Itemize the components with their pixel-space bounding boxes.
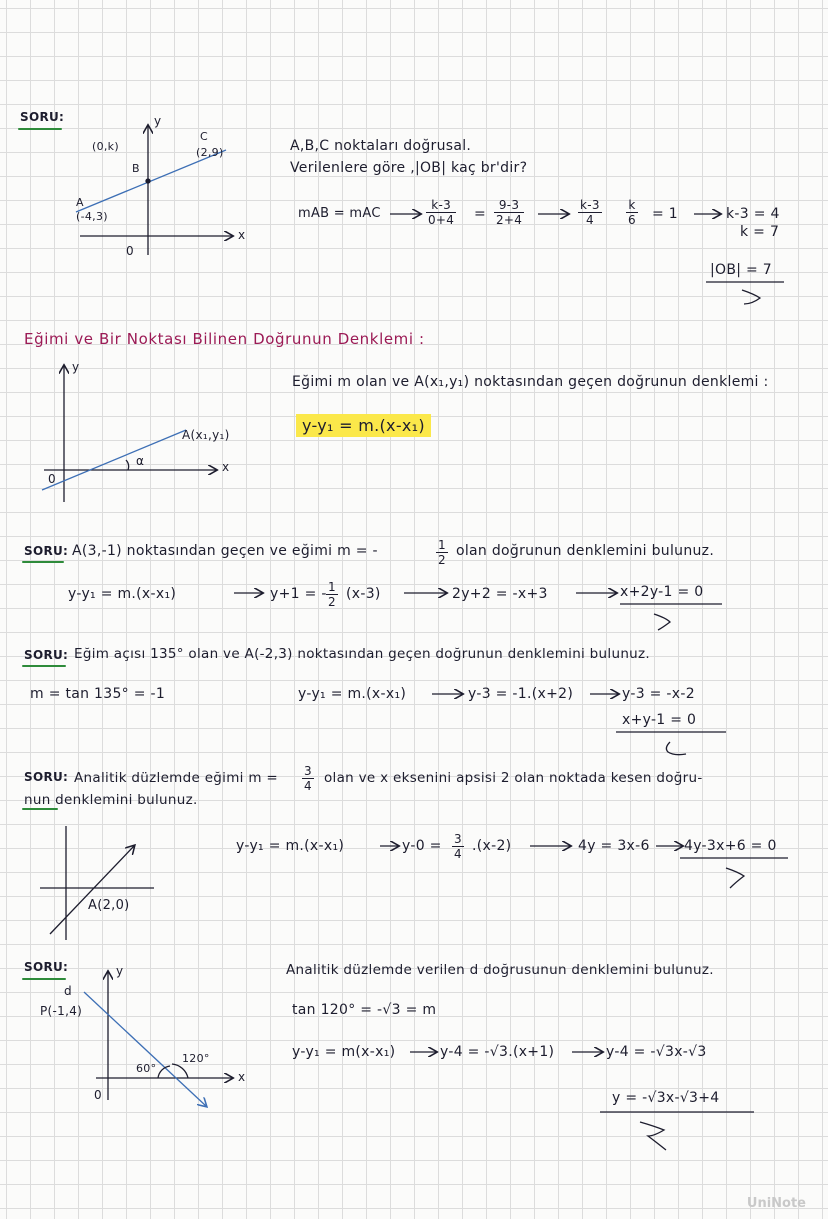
q2-label-underline: [22, 561, 64, 563]
q2-fraction: [436, 538, 448, 567]
q1-point-c-coords: (2,9): [196, 146, 224, 159]
q5-origin-label: 0: [94, 1088, 102, 1102]
q2-step-2b: (x-3): [346, 586, 381, 602]
q4-frac-den: 4: [304, 779, 312, 793]
q5-point-label: P(-1,4): [40, 1004, 83, 1018]
q2-label: SORU:: [24, 544, 69, 558]
q5-line-name: d: [64, 984, 72, 998]
section-description: Eğimi m olan ve A(x₁,y₁) noktasından geçen doğrunun denklemi :: [292, 374, 769, 390]
q1-f2-den: 2+4: [496, 213, 523, 227]
q3-step-3: y-3 = -x-2: [622, 686, 695, 702]
q1-answer: |OB| = 7: [710, 262, 772, 278]
q5-graph: [84, 972, 232, 1106]
q1-y-axis-label: y: [154, 114, 162, 128]
section-origin-label: 0: [48, 472, 56, 486]
q4-point-label: A(2,0): [88, 898, 130, 913]
q1-equals: =: [474, 206, 487, 222]
q1-f3-num: k-3: [580, 198, 600, 212]
q1-f3-den: 4: [585, 213, 594, 227]
q3-label-underline: [22, 665, 66, 667]
q5-y-axis-label: y: [116, 964, 124, 978]
q1-statement-line1: A,B,C noktaları doğrusal.: [290, 138, 472, 154]
section-title: Eğimi ve Bir Noktası Bilinen Doğrunun Denklemi :: [24, 330, 425, 348]
q4-result: 4y-3x+6 = 0: [684, 838, 777, 854]
section-angle-label: α: [136, 454, 145, 468]
q2-result: x+2y-1 = 0: [620, 584, 704, 600]
q1-f4-den: 6: [628, 213, 636, 227]
q5-x-axis-label: x: [238, 1070, 246, 1084]
q4-step2-frac-num: 3: [454, 832, 462, 846]
q4-step-3: 4y = 3x-6: [578, 838, 650, 854]
q4-text-b: olan ve x eksenini apsisi 2 olan noktada kesen doğru-: [324, 770, 703, 786]
section-x-axis-label: x: [222, 460, 230, 474]
q1-slope-equality: mAB = mAC: [298, 206, 381, 221]
q5-angle-60-arc: [158, 1066, 170, 1078]
q2-step2-frac-num: 1: [328, 580, 336, 594]
q5-text: Analitik düzlemde verilen d doğrusunun denklemini bulunuz.: [286, 962, 714, 978]
q2-step2-frac-den: 2: [328, 595, 336, 609]
q4-step2-frac-den: 4: [454, 847, 462, 861]
q1-fraction-2: [494, 198, 524, 227]
q5-angle-60-label: 60°: [136, 1062, 157, 1075]
q1-origin-label: 0: [126, 244, 134, 258]
q3-step-2: y-3 = -1.(x+2): [468, 686, 574, 702]
q1-fraction-3: [578, 198, 602, 227]
q5-line: [84, 992, 206, 1106]
q1-f1-den: 0+4: [428, 213, 455, 227]
watermark: UniNote: [746, 1196, 806, 1211]
q1-result-2: k = 7: [740, 224, 780, 240]
q1-line: [76, 150, 226, 212]
q1-result-1: k-3 = 4: [726, 206, 780, 222]
q4-line: [50, 846, 134, 934]
q4-fraction: [302, 764, 314, 793]
q2-step2-fraction: [326, 580, 338, 609]
q1-label-underline: [18, 128, 62, 130]
q4-step-2: y-0 =: [402, 838, 442, 854]
q1-x-axis-label: x: [238, 228, 246, 242]
q1-f2-num: 9-3: [494, 198, 524, 213]
q4-graph: [40, 826, 154, 940]
q1-point-a-coords: (-4,3): [76, 210, 108, 223]
q2-frac-den: 2: [438, 553, 446, 567]
q1-point-b: [146, 179, 150, 183]
section-formula: y-y₁ = m.(x-x₁): [296, 414, 431, 437]
q4-step-1: y-y₁ = m.(x-x₁): [236, 838, 345, 854]
q3-step-1: y-y₁ = m.(x-x₁): [298, 686, 407, 702]
q4-frac-num: 3: [304, 764, 312, 778]
q2-text-b: olan doğrunun denklemini bulunuz.: [456, 543, 715, 559]
q2-step-3: 2y+2 = -x+3: [452, 586, 548, 602]
q1-f4-num: k: [626, 198, 638, 213]
q4-label-underline: [22, 808, 58, 810]
q3-text: Eğim açısı 135° olan ve A(-2,3) noktasından geçen doğrunun denklemini bulunuz.: [74, 646, 651, 662]
q4-step-2b: .(x-2): [472, 838, 512, 854]
q3-slope-line: m = tan 135° = -1: [30, 686, 166, 702]
q1-fraction-1: [426, 198, 456, 227]
section-point-label: A(x₁,y₁): [182, 428, 230, 442]
q1-f1-num: k-3: [426, 198, 456, 213]
q1-point-a-letter: A: [76, 196, 84, 209]
q1-label: SORU:: [20, 110, 65, 124]
q5-tan-line: tan 120° = -√3 = m: [292, 1002, 437, 1018]
q1-statement-line2: Verilenlere göre ,|OB| kaç br'dir?: [290, 160, 528, 176]
section-angle-arc: [126, 460, 129, 470]
q1-point-c-letter: C: [200, 130, 208, 143]
section-y-axis-label: y: [72, 360, 80, 374]
q5-step-1: y-y₁ = m(x-x₁): [292, 1044, 396, 1060]
q5-label-underline: [22, 978, 66, 980]
q5-angle-120-label: 120°: [182, 1052, 210, 1065]
q4-text-a: Analitik düzlemde eğimi m =: [74, 770, 278, 786]
q4-text-c: nun denklemini bulunuz.: [24, 792, 198, 808]
q1-point-b-label: B: [132, 162, 140, 175]
q3-label: SORU:: [24, 648, 69, 662]
q3-result: x+y-1 = 0: [622, 712, 697, 728]
q2-text-a: A(3,-1) noktasından geçen ve eğimi m = -: [72, 543, 378, 559]
q4-label: SORU:: [24, 770, 69, 784]
q5-label: SORU:: [24, 960, 69, 974]
q1-point-0k: (0,k): [92, 140, 119, 153]
q5-result: y = -√3x-√3+4: [612, 1090, 720, 1106]
q2-step-2: y+1 = -: [270, 586, 327, 602]
q1-fraction-4: [626, 198, 638, 227]
q5-step-2: y-4 = -√3.(x+1): [440, 1044, 555, 1060]
q2-step-1: y-y₁ = m.(x-x₁): [68, 586, 177, 602]
q5-step-3: y-4 = -√3x-√3: [606, 1044, 707, 1060]
q1-equals-one: = 1: [652, 206, 678, 222]
q4-step2-fraction: [452, 832, 464, 861]
q2-frac-num: 1: [438, 538, 446, 552]
